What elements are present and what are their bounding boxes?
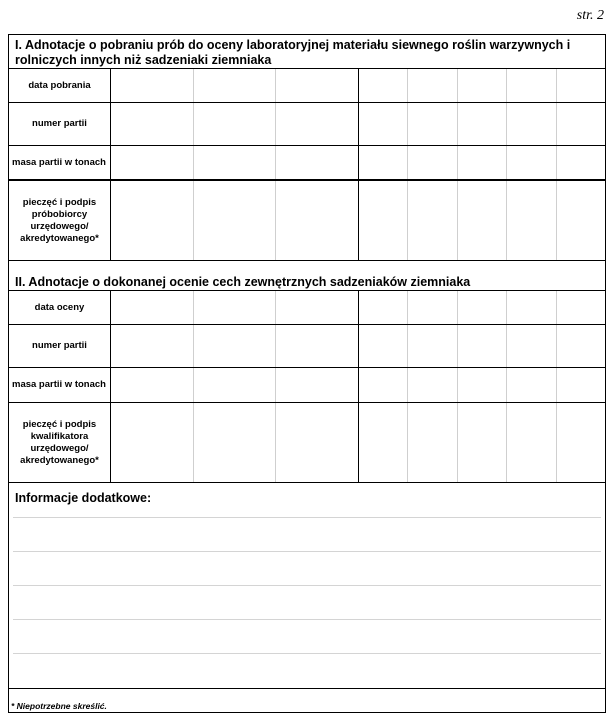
entry-block-left[interactable] (111, 325, 359, 367)
entry-block-left[interactable] (111, 403, 359, 482)
additional-info-line[interactable] (13, 619, 601, 620)
footnote: * Niepotrzebne skreślić. (11, 701, 107, 711)
entry-block-left[interactable] (111, 146, 359, 179)
form-frame (8, 34, 606, 713)
bottom-divider (9, 688, 605, 689)
entry-block-right[interactable] (359, 325, 606, 367)
section-1-title: I. Adnotacje o pobraniu prób do oceny laboratoryjnej materiału siewnego roślin warzywnych i rolniczych innych niż sadzeniaki ziemniaka (15, 38, 571, 67)
row-label: pieczęć i podpis próbobiorcy urzędowego/ akredytowanego* (9, 181, 111, 260)
row-sampling-date (9, 69, 605, 103)
row-sampler-stamp (9, 181, 605, 261)
additional-info-line[interactable] (13, 551, 601, 552)
entry-block-left[interactable] (111, 69, 359, 102)
entry-block-left[interactable] (111, 291, 359, 324)
entry-block-right[interactable] (359, 181, 606, 260)
section-2-grid (9, 290, 605, 483)
additional-info-line[interactable] (13, 585, 601, 586)
row-batch-number (9, 103, 605, 146)
entry-block-right[interactable] (359, 103, 606, 145)
row-batch-mass (9, 146, 605, 181)
entry-block-left[interactable] (111, 181, 359, 260)
row-batch-mass (9, 368, 605, 403)
additional-info-line[interactable] (13, 517, 601, 518)
row-label: pieczęć i podpis kwalifikatora urzędowego/ akredytowanego* (9, 403, 111, 482)
entry-block-right[interactable] (359, 403, 606, 482)
row-label: masa partii w tonach (9, 146, 111, 179)
row-label: data oceny (9, 291, 111, 324)
section-1-grid (9, 68, 605, 261)
entry-block-left[interactable] (111, 368, 359, 402)
entry-block-right[interactable] (359, 368, 606, 402)
row-label: data pobrania (9, 69, 111, 102)
row-label: numer partii (9, 103, 111, 145)
entry-block-left[interactable] (111, 103, 359, 145)
row-label: masa partii w tonach (9, 368, 111, 402)
section-2-title: II. Adnotacje o dokonanej ocenie cech zewnętrznych sadzeniaków ziemniaka (15, 275, 471, 289)
row-label: numer partii (9, 325, 111, 367)
row-assessment-date (9, 291, 605, 325)
entry-block-right[interactable] (359, 69, 606, 102)
additional-info-line[interactable] (13, 653, 601, 654)
entry-block-right[interactable] (359, 146, 606, 179)
additional-info-label: Informacje dodatkowe: (15, 491, 152, 505)
page-number: str. 2 (576, 8, 604, 23)
row-batch-number (9, 325, 605, 368)
row-qualifier-stamp (9, 403, 605, 483)
entry-block-right[interactable] (359, 291, 606, 324)
